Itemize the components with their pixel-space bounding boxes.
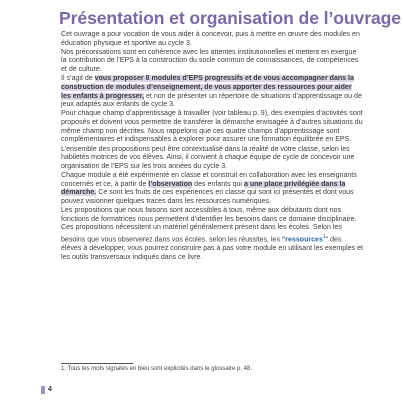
paragraph-purpose (61, 75, 363, 110)
paragraph-text: Ce sont les fruits de ces expériences en classe qui sont ici présentés et dont vous pouvez visionner quelques traces dans les ressources numériques. (61, 189, 354, 205)
paragraph-text: " des élèves à développer, vous pourrez construire pas à pas votre module en utilisant les exemples et les outils transversaux indiqués dans ce livre. (61, 236, 364, 261)
body-text (61, 31, 363, 262)
paragraph-text: Il s’agit de (61, 75, 95, 83)
paragraph-text: des enfants qui (192, 180, 244, 188)
paragraph-context: L’ensemble des propositions peut être contextualisé dans la réalité de votre classe, selon les habiletés motrices de vos élèves. Ainsi, il convient à chaque équipe de cycle de concevoir une organisation de l’EPS sur les trois années du cycle 3. (61, 145, 355, 170)
paragraph-accessibility (61, 207, 363, 262)
paragraph-intro: Cet ouvrage a pour vocation de vous aider à concevoir, puis à mettre en œuvre des modules en éducation physique et sportive au cycle 3. (61, 31, 360, 47)
glossary-term: "ressources (281, 236, 323, 244)
highlighted-text: vous proposer 8 modules d’EPS progressifs et de vous accompagner dans la construction de modules d’enseignement, de vous apporter des ressources pour aider les enfants à progresser, (61, 75, 354, 100)
highlighted-text: a une place privilégiée dans la démarche. (61, 180, 346, 197)
page-marker (41, 386, 45, 394)
paragraph-recommendations: Nos préconisations sont en cohérence avec les attentes institutionnelles et mettent en exergue la contribution de l’EPS à la construction du socle commun de connaissances, de compétences et de culture. (61, 48, 359, 74)
footnote: 1. Tous les mots signalés en bleu sont explicités dans le glossaire p. 48. (61, 366, 252, 372)
footnote-divider (61, 363, 133, 364)
page-number: 4 (48, 386, 52, 393)
paragraph-modules (61, 172, 363, 207)
footnote-ref: 1 (322, 234, 326, 241)
page-title: Présentation et organisation de l’ouvrage (59, 8, 401, 28)
paragraph-text: et non de présenter un répertoire de situations d’apprentissage ou de jeux adaptés aux enfants de cycle 3. (61, 92, 362, 109)
paragraph-fields: Pour chaque champ d’apprentissage à travailler (voir tableau p. 9), des exemples d’activités sont proposés et doivent vous permettre de transférer la démarche envisagée à d’autres situations du même champ non décrites. Nous rappelons que ces quatre champs d’apprentissage sont complémentaires et indispensables à explorer pour assurer une formation équilibrée en EPS. (61, 110, 363, 144)
paragraph-text: Les propositions que nous faisons sont accessibles à tous, même aux débutants dont nos fonctions de formatrices nous permettent d’identifier les besoins dans ce domaine disciplinaire. Ces propositions nécessitent un matériel généralement présent dans les écoles. Selon les besoins que vous observerez dans vos écoles, selon les réussites, les (61, 207, 357, 244)
paragraph-text: Chaque module a été expérimenté en classe et construit en collaboration avec les enseignants concernés et ce, à partir de (61, 172, 357, 188)
highlighted-text: l’observation (148, 180, 193, 188)
